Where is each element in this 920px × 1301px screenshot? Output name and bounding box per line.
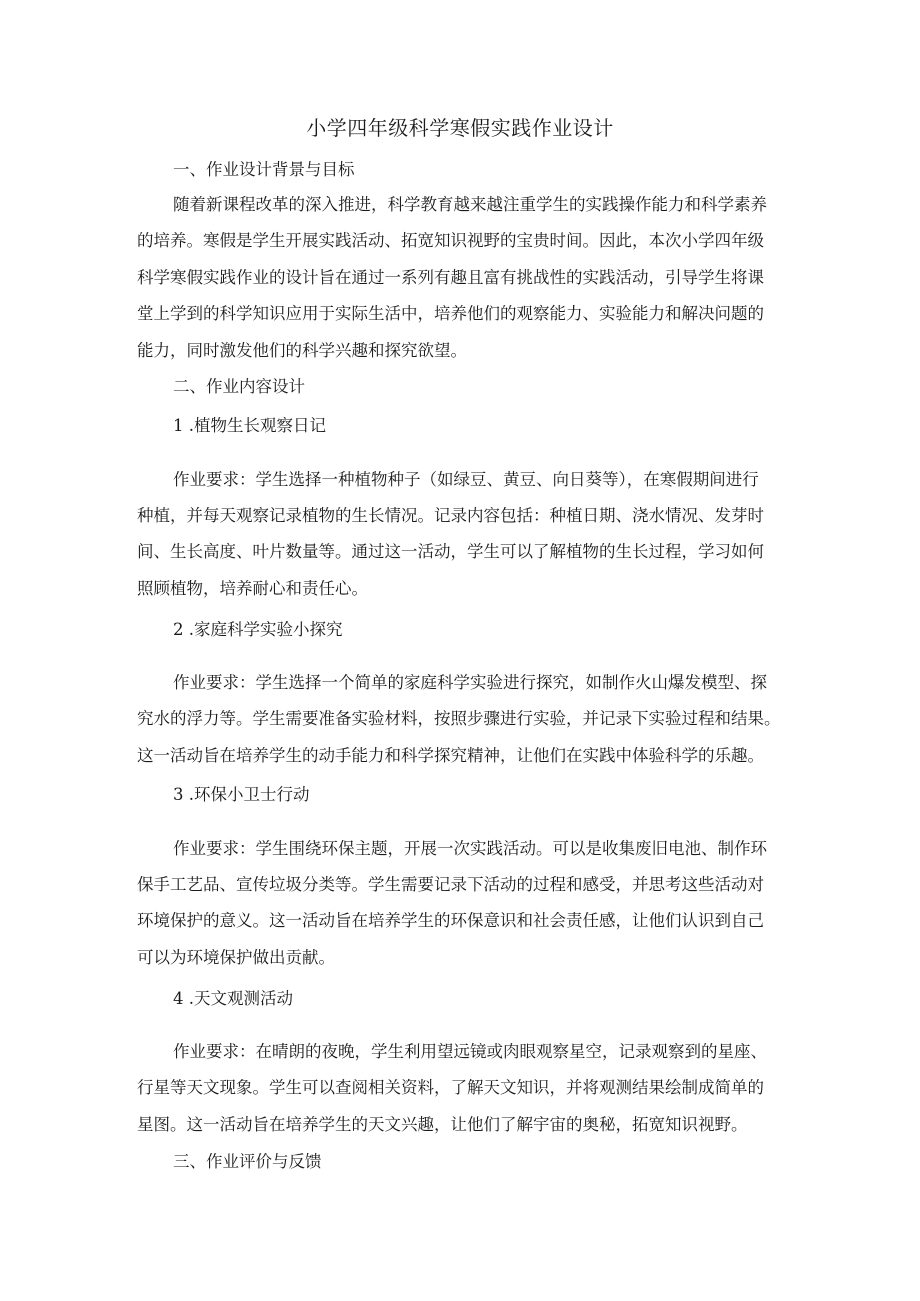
paragraph-line: 可以为环境保护做出贡献。 <box>137 948 335 967</box>
section-heading-background: 一、作业设计背景与目标 <box>173 160 355 179</box>
section-heading-evaluation: 三、作业评价与反馈 <box>173 1152 322 1171</box>
paragraph-line: 能力，同时激发他们的科学兴趣和探究欲望。 <box>137 341 467 360</box>
paragraph-line: 作业要求：学生选择一种植物种子（如绿豆、黄豆、向日葵等），在寒假期间进行 <box>173 470 759 489</box>
paragraph-line: 的培养。寒假是学生开展实践活动、拓宽知识视野的宝贵时间。因此，本次小学四年级 <box>137 231 764 250</box>
item-title-plant-diary: 1 .植物生长观察日记 <box>173 416 326 435</box>
item-title-astronomy: 4 .天文观测活动 <box>173 989 293 1008</box>
paragraph-line: 作业要求：在晴朗的夜晚，学生利用望远镜或肉眼观察星空，记录观察到的星座、 <box>173 1042 767 1061</box>
item-title-eco-guard: 3 .环保小卫士行动 <box>173 785 310 804</box>
paragraph-line: 行星等天文现象。学生可以查阅相关资料，了解天文知识，并将观测结果绘制成简单的 <box>137 1078 764 1097</box>
paragraph-line: 星图。这一活动旨在培养学生的天文兴趣，让他们了解宇宙的奥秘，拓宽知识视野。 <box>137 1115 748 1134</box>
paragraph-line: 堂上学到的科学知识应用于实际生活中，培养他们的观察能力、实验能力和解决问题的 <box>137 304 764 323</box>
item-title-home-experiment: 2 .家庭科学实验小探究 <box>173 620 343 639</box>
paragraph-line: 这一活动旨在培养学生的动手能力和科学探究精神，让他们在实践中体验科学的乐趣。 <box>137 746 764 765</box>
paragraph-line: 间、生长高度、叶片数量等。通过这一活动，学生可以了解植物的生长过程，学习如何 <box>137 542 764 561</box>
paragraph-line: 究水的浮力等。学生需要准备实验材料，按照步骤进行实验，并记录下实验过程和结果。 <box>137 709 781 728</box>
paragraph-line: 随着新课程改革的深入推进，科学教育越来越注重学生的实践操作能力和科学素养 <box>173 195 767 214</box>
paragraph-line: 保手工艺品、宣传垃圾分类等。学生需要记录下活动的过程和感受，并思考这些活动对 <box>137 875 764 894</box>
paragraph-line: 科学寒假实践作业的设计旨在通过一系列有趣且富有挑战性的实践活动，引导学生将课 <box>137 268 764 287</box>
paragraph-line: 照顾植物，培养耐心和责任心。 <box>137 579 368 598</box>
paragraph-line: 作业要求：学生选择一个简单的家庭科学实验进行探究，如制作火山爆发模型、探 <box>173 673 767 692</box>
section-heading-content: 二、作业内容设计 <box>173 377 305 396</box>
paragraph-line: 环境保护的意义。这一活动旨在培养学生的环保意识和社会责任感，让他们认识到自己 <box>137 911 764 930</box>
document-title: 小学四年级科学寒假实践作业设计 <box>306 116 614 140</box>
paragraph-line: 作业要求：学生围绕环保主题，开展一次实践活动。可以是收集废旧电池、制作环 <box>173 839 767 858</box>
paragraph-line: 种植，并每天观察记录植物的生长情况。记录内容包括：种植日期、浇水情况、发芽时 <box>137 506 764 525</box>
